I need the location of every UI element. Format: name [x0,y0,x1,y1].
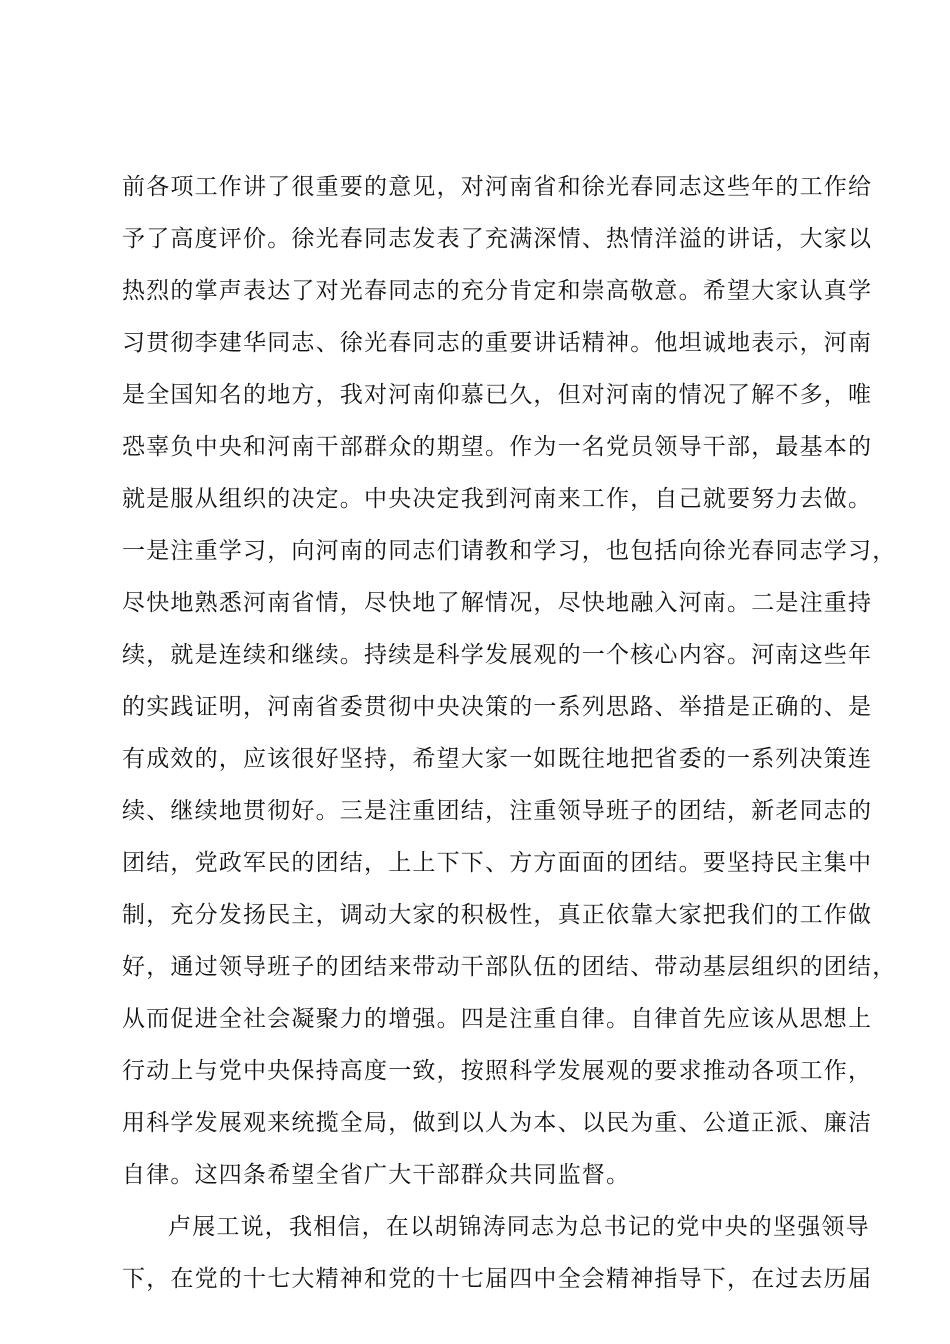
text-line: 是全国知名的地方，我对河南仰慕已久，但对河南的情况了解不多，唯 [122,382,873,408]
text-line: 团结，党政军民的团结，上上下下、方方面面的团结。要坚持民主集中 [122,850,873,876]
text-line: 用科学发展观来统揽全局，做到以人为本、以民为重、公道正派、廉洁 [122,1110,873,1136]
text-line: 有成效的，应该很好坚持，希望大家一如既往地把省委的一系列决策连 [122,746,873,772]
text-line: 尽快地熟悉河南省情，尽快地了解情况，尽快地融入河南。二是注重持 [122,590,873,616]
text-line: 下，在党的十七大精神和党的十七届四中全会精神指导下，在过去历届 [122,1266,873,1292]
text-line: 续、继续地贯彻好。三是注重团结，注重领导班子的团结，新老同志的 [122,798,873,824]
text-line: 恐辜负中央和河南干部群众的期望。作为一名党员领导干部，最基本的 [122,434,873,460]
text-line: 从而促进全社会凝聚力的增强。四是注重自律。自律首先应该从思想上 [122,1006,873,1032]
text-line: 热烈的掌声表达了对光春同志的充分肯定和崇高敬意。希望大家认真学 [122,278,873,304]
text-line: 就是服从组织的决定。中央决定我到河南来工作，自己就要努力去做。 [122,486,873,512]
text-line: 自律。这四条希望全省广大干部群众共同监督。 [122,1162,631,1188]
text-line: 续，就是连续和继续。持续是科学发展观的一个核心内容。河南这些年 [122,642,873,668]
text-line: 前各项工作讲了很重要的意见，对河南省和徐光春同志这些年的工作给 [122,174,873,200]
text-line-paragraph-start: 卢展工说，我相信，在以胡锦涛同志为总书记的党中央的坚强领导 [168,1214,870,1240]
text-line: 一是注重学习，向河南的同志们请教和学习，也包括向徐光春同志学习， [122,538,897,564]
text-line: 予了高度评价。徐光春同志发表了充满深情、热情洋溢的讲话，大家以 [122,226,873,252]
text-line: 的实践证明，河南省委贯彻中央决策的一系列思路、举措是正确的、是 [122,694,873,720]
text-line: 习贯彻李建华同志、徐光春同志的重要讲话精神。他坦诚地表示，河南 [122,330,873,356]
text-line: 好，通过领导班子的团结来带动干部队伍的团结、带动基层组织的团结， [122,954,897,980]
text-line: 行动上与党中央保持高度一致，按照科学发展观的要求推动各项工作， [122,1058,873,1084]
text-line: 制，充分发扬民主，调动大家的积极性，真正依靠大家把我们的工作做 [122,902,873,928]
